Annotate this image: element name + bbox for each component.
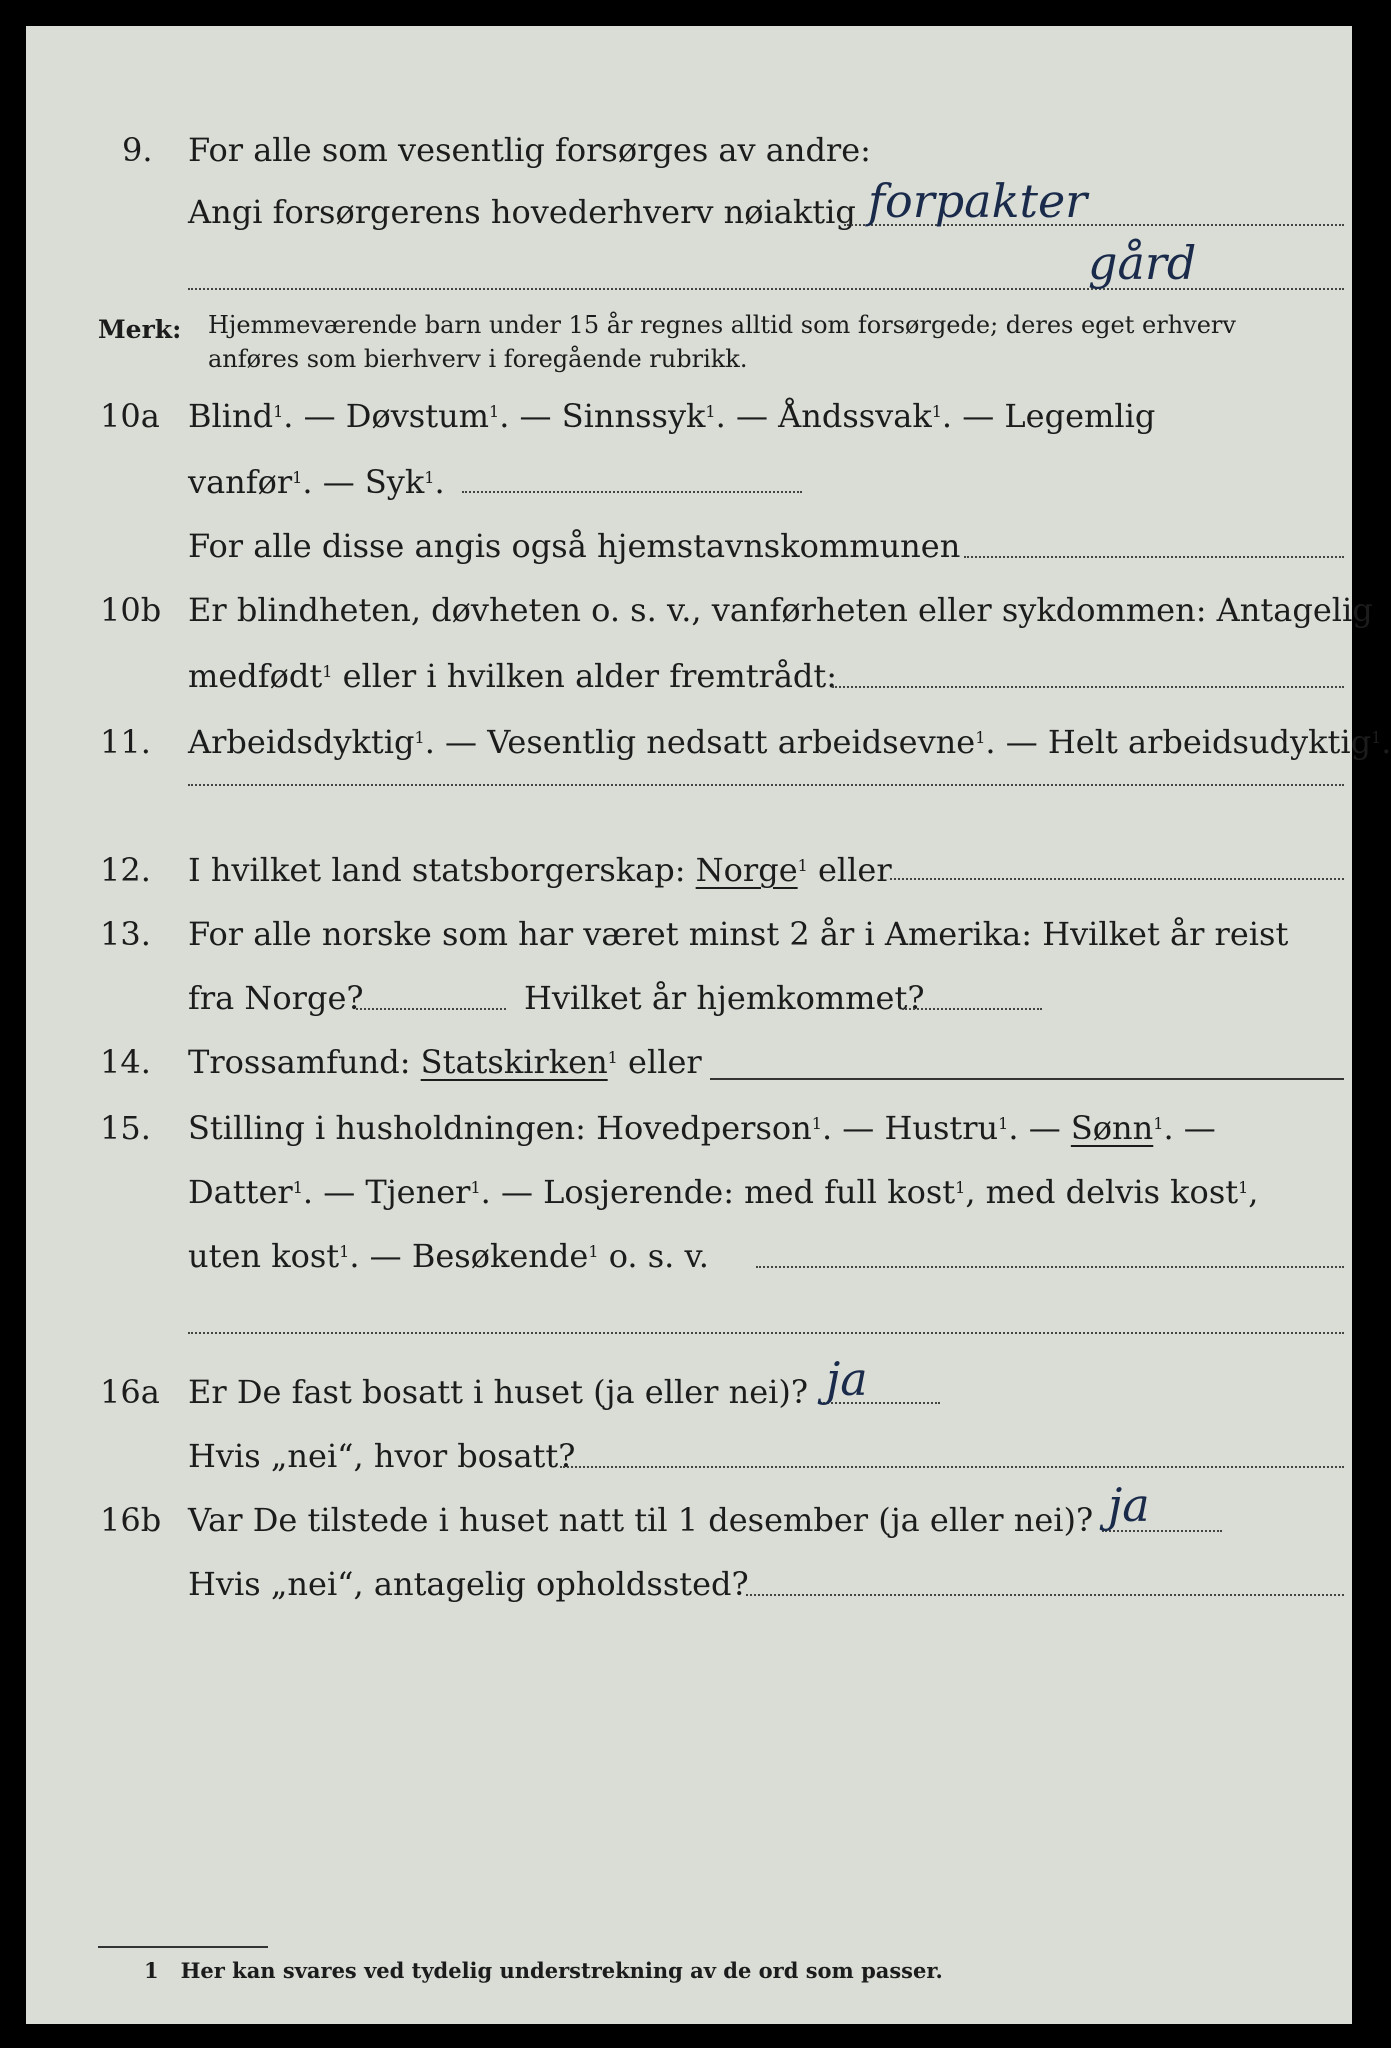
q13-hjemkommet-dotted-line — [902, 1008, 1042, 1010]
q16a-handwritten-answer: ja — [826, 1352, 868, 1406]
q10b-number: 10b — [100, 591, 162, 629]
q12-underlined-answer: Norge — [695, 851, 798, 889]
q11-number: 11. — [100, 723, 151, 761]
q10b-dotted-line — [832, 686, 1344, 688]
q16b-line1: Var De tilstede i huset natt til 1 desember (ja eller nei)? — [188, 1501, 1094, 1539]
q13-line1: For alle norske som har været minst 2 år i Amerika: Hvilket år reist — [188, 915, 1289, 953]
q11-line: Arbeidsdyktig$^1$. — Vesentlig nedsatt arbeidsevne$^1$. — Helt arbeidsudyktig$^1$. — [188, 723, 1391, 761]
footnote-rule — [98, 1946, 268, 1948]
q15-number: 15. — [100, 1109, 151, 1147]
q10a-line3: For alle disse angis også hjemstavnskommunen — [188, 527, 961, 565]
q9-number: 9. — [122, 131, 153, 169]
q16a-bosatt-dotted-line — [560, 1466, 1344, 1468]
q13-line2a: fra Norge? — [188, 979, 364, 1017]
q10a-line2: vanfør$^1$. — Syk$^1$. — [188, 463, 445, 501]
merk-line2: anføres som bierhverv i foregående rubrikk. — [208, 345, 748, 373]
q13-reist-dotted-line — [356, 1008, 506, 1010]
q9-line1: For alle som vesentlig forsørges av andre: — [188, 131, 871, 169]
q13-line2b: Hvilket år hjemkommet? — [524, 979, 925, 1017]
q9-handwritten-answer2: gård — [1088, 236, 1197, 290]
q12-dotted-line — [890, 878, 1344, 880]
q14-line: Trossamfund: Statskirken$^1$ eller — [188, 1043, 702, 1081]
q16a-number: 16a — [100, 1373, 160, 1411]
q9-line2: Angi forsørgerens hovederhverv nøiaktig — [188, 193, 856, 231]
q15-dotted-line2 — [188, 1332, 1344, 1334]
q16b-line2: Hvis „nei“, antagelig opholdssted? — [188, 1565, 749, 1603]
q16a-line1: Er De fast bosatt i huset (ja eller nei)? — [188, 1373, 809, 1411]
q12-line: I hvilket land statsborgerskap: Norge$^1$ eller — [188, 851, 892, 889]
q16b-handwritten-answer: ja — [1108, 1478, 1150, 1532]
q10b-line1: Er blindheten, døvheten o. s. v., vanførheten eller sykdommen: Antagelig — [188, 591, 1373, 629]
q15-dotted-line — [756, 1266, 1344, 1268]
footnote — [144, 1958, 943, 1983]
q10a-syk-dotted-line — [462, 491, 802, 493]
q10a-hjemstavn-dotted-line — [964, 556, 1344, 558]
q14-answer-line — [710, 1078, 1344, 1080]
q9-handwritten-answer1: forpakter — [868, 174, 1088, 228]
q15-underlined-answer: Sønn — [1070, 1109, 1154, 1147]
q16b-number: 16b — [100, 1501, 162, 1539]
merk-line1: Hjemmeværende barn under 15 år regnes alltid som forsørgede; deres eget erhverv — [208, 311, 1236, 339]
footnote-text: Her kan svares ved tydelig understrekning av de ord som passer. — [180, 1958, 943, 1983]
q11-dotted-line — [188, 784, 1344, 786]
q14-number: 14. — [100, 1043, 151, 1081]
q14-underlined-answer: Statskirken — [420, 1043, 608, 1081]
merk-label: Merk: — [98, 315, 182, 344]
q10a-line1: Blind$^1$. — Døvstum$^1$. — Sinnssyk$^1$. — Åndssvak$^1$. — Legemlig — [188, 397, 1156, 435]
census-form-page — [26, 26, 1391, 2024]
q16b-opholdssted-dotted-line — [746, 1594, 1344, 1596]
footnote-mark: 1 — [144, 1958, 159, 1983]
q12-number: 12. — [100, 851, 151, 889]
q15-line1: Stilling i husholdningen: Hovedperson$^1$. — Hustru$^1$. — Sønn$^1$. — — [188, 1109, 1216, 1147]
q10a-number: 10a — [100, 397, 160, 435]
q15-line2: Datter$^1$. — Tjener$^1$. — Losjerende: med full kost$^1$, med delvis kost$^1$, — [188, 1173, 1259, 1211]
q15-line3: uten kost$^1$. — Besøkende$^1$ o. s. v. — [188, 1237, 709, 1275]
q10b-line2: medfødt$^1$ eller i hvilken alder fremtrådt: — [188, 657, 838, 695]
q13-number: 13. — [100, 915, 151, 953]
q16a-line2: Hvis „nei“, hvor bosatt? — [188, 1437, 576, 1475]
